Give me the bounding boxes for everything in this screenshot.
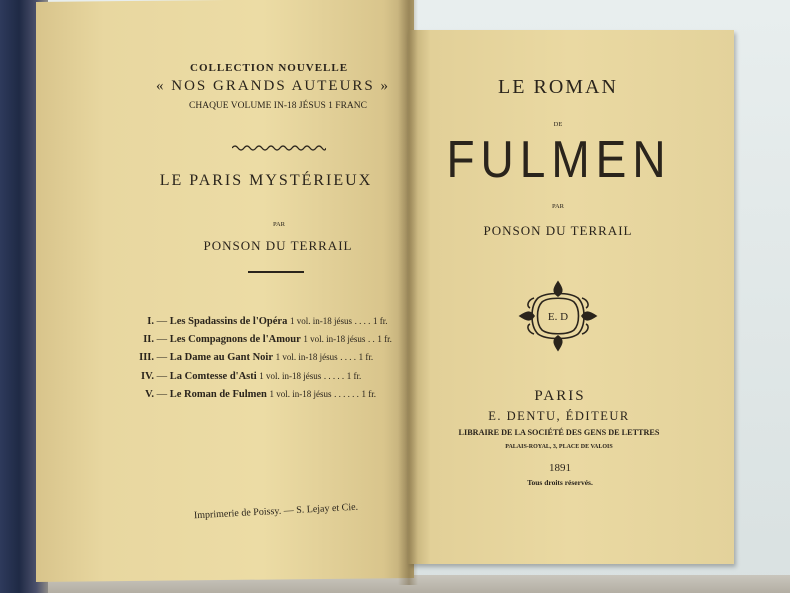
monogram-text: E. D [547, 311, 569, 323]
right-par: PAR [551, 203, 565, 210]
left-par: PAR [272, 221, 286, 228]
collection-name: « NOS GRANDS AUTEURS » [155, 78, 391, 94]
publisher-line-2: LIBRAIRE DE LA SOCIÉTÉ DES GENS DE LETTRES [458, 428, 660, 437]
book-gutter [398, 0, 418, 585]
collection-price: CHAQUE VOLUME IN-18 JÉSUS 1 FRANC [189, 101, 367, 111]
volume-row-3: III. — La Dame au Gant Noir 1 vol. in-18 jésus . . . . 1 fr. [139, 352, 374, 363]
publisher-monogram-ornament [516, 278, 600, 354]
volume-row-4: IV. — La Comtesse d'Asti 1 vol. in-18 jésus . . . . . 1 fr. [141, 371, 362, 382]
title-line-le-roman: LE ROMAN [498, 76, 618, 98]
series-title: LE PARIS MYSTÉRIEUX [159, 172, 373, 189]
volume-row-1: I. — Les Spadassins de l'Opéra 1 vol. in-18 jésus . . . . 1 fr. [147, 316, 388, 327]
rights-reserved: Tous droits réservés. [527, 478, 593, 487]
publisher-address: PALAIS-ROYAL, 3, PLACE DE VALOIS [505, 444, 613, 450]
publisher-name: E. DENTU, ÉDITEUR [488, 409, 630, 423]
volume-row-2: II. — Les Compagnons de l'Amour 1 vol. in-18 jésus . . 1 fr. [143, 334, 392, 345]
left-divider-rule [248, 271, 304, 273]
collection-label: COLLECTION NOUVELLE [190, 62, 349, 74]
printer-imprint: Imprimerie de Poissy. — S. Lejay et Cie. [193, 501, 359, 522]
title-fulmen: FULMEN [446, 129, 672, 189]
volume-row-5: V. — Le Roman de Fulmen 1 vol. in-18 jésus . . . . . . 1 fr. [145, 389, 376, 400]
decorative-wave-rule [232, 144, 326, 152]
publication-year: 1891 [549, 462, 571, 474]
right-author: PONSON DU TERRAIL [483, 223, 633, 238]
imprint-city: PARIS [534, 388, 586, 404]
left-author: PONSON DU TERRAIL [203, 238, 353, 253]
title-de: DE [553, 121, 563, 128]
